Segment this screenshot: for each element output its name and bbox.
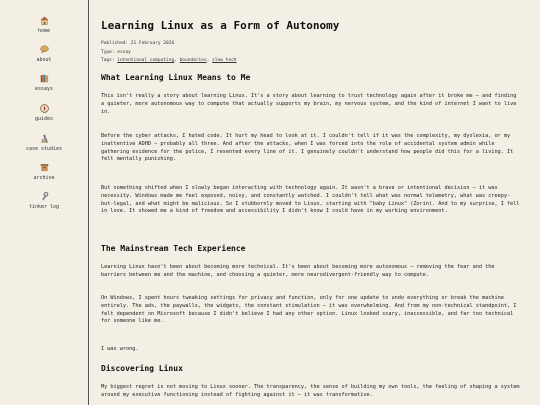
paragraph: Learning Linux hasn't been about becoming more technical. It's been about becoming more autonomous — removing the fear and the barriers between me and the machine, and choosing a quieter, more neurodivergent-friendly way to compute. — [101, 264, 495, 278]
tags-label: Tags: — [101, 58, 115, 63]
article-type: Type: essay — [101, 50, 131, 55]
microscope-icon — [40, 134, 49, 143]
section-heading: Discovering Linux — [101, 364, 183, 373]
paragraph: Before the cyber attacks, I hated code. It hurt my head to look at it. I couldn't tell if it was the complexity, my dyslexia, or my inattentive ADHD — probably all three. And after the attacks, when I was forced into the role of accidental system admin while gathering evidence for the police, I resented every line of it. I genuinely couldn't understand how people did this for a living. It felt mentally punishing. — [101, 133, 514, 163]
books-icon — [40, 74, 49, 83]
tag-link[interactable]: intentional computing — [117, 58, 175, 63]
house-icon — [40, 16, 49, 25]
sidebar-item-home[interactable] — [0, 16, 88, 34]
sidebar-item-label: archive — [33, 175, 55, 181]
sidebar-item-guides[interactable] — [0, 104, 88, 122]
sidebar-item-archive[interactable] — [0, 163, 88, 181]
sidebar-item-essays[interactable] — [0, 74, 88, 92]
article — [101, 0, 526, 405]
compass-icon — [40, 104, 49, 113]
published-date: Published: 21 February 2026 — [101, 41, 175, 46]
sidebar-item-label: guides — [34, 116, 54, 122]
speech-bubble-icon — [40, 45, 49, 54]
wrench-icon — [40, 192, 49, 201]
sidebar-item-label: essays — [34, 86, 54, 92]
paragraph: I was wrong. — [101, 346, 139, 352]
sidebar-item-tinker-log[interactable] — [0, 192, 88, 210]
paragraph: But something shifted when I slowly began interacting with technology again. It wasn't a brave or intentional decision — it was necessity. Windows made me feel exposed, noisy, and constantly watched. I couldn't tell what was normal telemetry, what was creepy-but-legal, and what might be malicious. So I stubbornly moved to Linux, starting with "baby Linux" (Zorin). And to my surprise, I fell in love. It showed me a kind of freedom and accessibility I didn't know I could have in my working environment. — [101, 185, 520, 215]
archive-box-icon — [40, 163, 49, 172]
tag-link[interactable]: boundaries — [179, 58, 207, 63]
sidebar-item-label: about — [36, 57, 52, 63]
paragraph: This isn't really a story about learning Linux. It's a story about learning to trust technology again after it broke me — and finding a quieter, more autonomous way to compute that actually supports my brain, my nervous system, and the kind of internet I want to live in. — [101, 93, 517, 115]
sidebar-item-label: tinker log — [28, 204, 60, 210]
section-heading: The Mainstream Tech Experience — [101, 244, 246, 253]
tag-list: Tags: intentional computing, boundaries, slow tech — [101, 58, 237, 63]
sidebar-item-case-studies[interactable] — [0, 134, 88, 152]
paragraph: On Windows, I spent hours tweaking settings for privacy and function, only for one update to undo everything or break the machine entirely. The ads, the paywalls, the widgets, the constant stimulation — it was overwhelming. And from my non-technical standpoint, I felt dependent on Microsoft because I didn't believe I had any other option. Linux looked scary, inaccessible, and far too technical for someone like me. — [101, 295, 517, 325]
paragraph: My biggest regret is not moving to Linux sooner. The transparency, the sense of building my own tools, the feeling of shaping a system around my executive functioning instead of fighting against it — it was transformative. — [101, 384, 520, 398]
tag-link[interactable]: slow tech — [212, 58, 237, 63]
sidebar-item-label: case studies — [25, 146, 63, 152]
page-title: Learning Linux as a Form of Autonomy — [101, 19, 340, 32]
sidebar — [0, 0, 89, 405]
section-heading: What Learning Linux Means to Me — [101, 73, 251, 82]
sidebar-item-about[interactable] — [0, 45, 88, 63]
sidebar-item-label: home — [37, 28, 51, 34]
